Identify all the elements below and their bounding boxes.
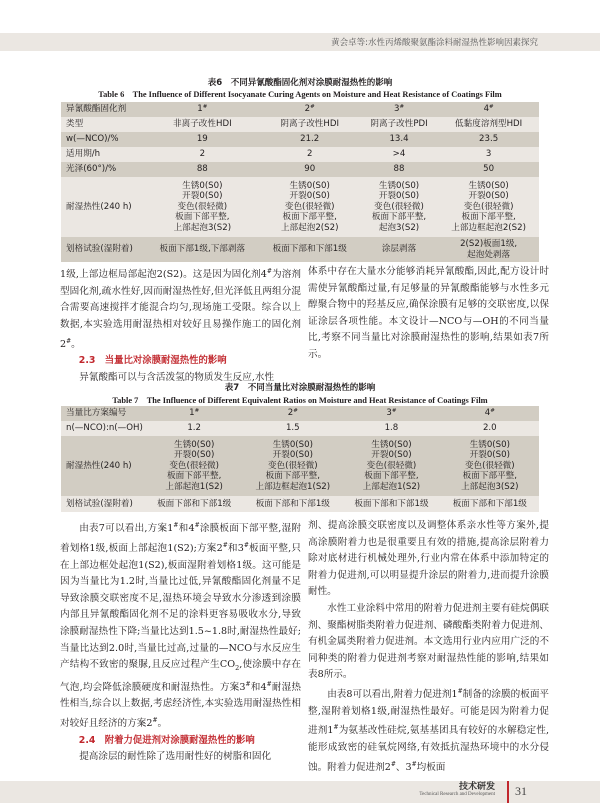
table-row	[61, 162, 539, 177]
table-row	[61, 147, 539, 162]
cell-line: 板面下部平整,	[175, 212, 230, 223]
cell-line: 4	[484, 408, 491, 419]
row-label: n(—NCO):n(—OH)	[61, 421, 145, 436]
cell-line: 变色(很轻微)	[366, 460, 417, 471]
row-label: 适用期/h	[61, 147, 145, 162]
cell-line: 变色(很轻微)	[177, 201, 228, 212]
paragraph	[308, 518, 549, 601]
row-label: 光泽(60°)/%	[61, 162, 145, 177]
table-cell	[145, 237, 260, 262]
table-cell: 13.4	[360, 132, 438, 147]
superscript: #	[390, 760, 396, 768]
cell-line: 上部起泡3(S2)	[173, 222, 232, 233]
table-cell: 88	[145, 162, 260, 177]
table7-caption-cn: 表7 不同当量比对涂膜耐湿热性的影响	[224, 383, 376, 393]
table-cell: 非离子改性HDI	[145, 117, 260, 132]
cell-line: 上部边框起泡1(S2)	[255, 481, 331, 492]
cell-line: 上部起泡1(S2)	[165, 481, 223, 492]
table6	[61, 102, 539, 262]
cell-line: 开裂0(S0)	[272, 450, 313, 461]
cell-line: 板面下部平整,	[371, 212, 427, 223]
table-cell: 1.8	[342, 421, 440, 436]
cell-line: 变色(很轻微)	[463, 201, 514, 212]
table-cell: 板面下部和下部1级	[145, 496, 243, 512]
section-heading: 2.3 当量比对涂膜耐湿热性的影响	[78, 355, 227, 367]
table-cell	[243, 406, 342, 421]
table-cell: 阴离子改性PDI	[360, 117, 438, 132]
table-cell	[145, 177, 260, 237]
journal-title: 技术研发	[458, 782, 495, 792]
table-cell: 板面下部和下部1级	[243, 496, 342, 512]
text-run: ,使涂膜中存在气泡,均会降低涂膜硬度和耐湿热性。方案3	[60, 659, 301, 693]
table6-caption-cn: 表6 不同异氰酸酯固化剂对涂膜耐湿热性的影响	[207, 78, 393, 88]
cell-superscript: #	[202, 104, 208, 111]
text-run: 。	[71, 338, 81, 350]
table-cell: 21.2	[260, 132, 360, 147]
table-row	[61, 102, 539, 117]
table-cell	[360, 177, 438, 237]
superscript: #	[245, 680, 251, 688]
table-cell	[438, 177, 539, 237]
cell-line: 板面下部和下部1级	[272, 244, 347, 255]
table7	[61, 406, 539, 512]
cell-line: 板面下部平整,	[167, 471, 222, 482]
table-cell: 50	[438, 162, 539, 177]
paragraph	[308, 264, 549, 364]
cell-line: 开裂0(S0)	[371, 450, 412, 461]
table7-caption-en: Table 7 The Influence of Different Equivalent Ratios on Moisture and Heat Resistance of Coatings Film	[112, 396, 488, 405]
cell-line: 生锈0(S0)	[182, 180, 223, 191]
superscript: #	[333, 724, 339, 732]
superscript: #	[266, 680, 272, 688]
text-run: 1级,上部边框局部起泡2(S2)。这是因为固化剂4	[60, 269, 267, 281]
cell-line: 上部起泡1(S2)	[362, 481, 421, 492]
table-cell: 23.5	[438, 132, 539, 147]
cell-line: 3	[393, 104, 400, 115]
cell-line: 板面下部平整,	[265, 471, 320, 482]
row-label: 划格试验(湿附着)	[61, 237, 145, 262]
table-cell: 2	[145, 147, 260, 162]
cell-line: 变色(很轻微)	[464, 460, 515, 471]
cell-line: 起泡3(S2)	[378, 222, 420, 233]
paragraph	[60, 749, 301, 766]
table-cell: 板面下部和下部1级	[342, 496, 440, 512]
footer-accent-bar	[507, 781, 509, 803]
table-cell: 板面下部和下部1级	[441, 496, 539, 512]
cell-line: 生锈0(S0)	[174, 439, 215, 450]
text-run: 、3	[395, 761, 412, 773]
table-cell: 3	[438, 147, 539, 162]
page-number: 31	[515, 784, 527, 798]
table-cell	[145, 436, 243, 496]
table6-caption-en: Table 6 The Influence of Different Isocyanate Curing Agents on Moisture and Heat Resistance of Coatings Film	[98, 90, 502, 99]
section-heading: 2.4 附着力促进剂对涂膜耐湿热性的影响	[78, 734, 255, 746]
cell-line: 变色(很轻微)	[267, 460, 318, 471]
paragraph	[308, 601, 549, 684]
paragraph	[308, 684, 549, 777]
text-upper-right	[308, 264, 549, 364]
row-label: w(—NCO)/%	[61, 132, 145, 147]
cell-line: 板面下部1级,下部剥落	[159, 244, 246, 255]
cell-line: 开裂0(S0)	[378, 191, 420, 202]
text-run: 由表7可以看出,方案1	[79, 523, 174, 535]
text-run: 涂膜板面下部平整,湿附着划格1级,板面上部起泡1(S2);方案2	[60, 523, 301, 554]
table-cell	[145, 406, 243, 421]
cell-line: 上部边框起泡2(S2)	[451, 222, 526, 233]
cell-superscript: #	[310, 104, 315, 111]
table-row	[61, 237, 539, 262]
text-run: 和3	[227, 542, 244, 554]
text-run: 为溶剂型固化剂,疏水性好,因而耐湿热性好,但光泽低且两组分混合需要高速搅拌才能混合均匀,现场施工受限。综合以上数据,本实验选用耐湿热相对较好且易操作施工的固化剂2	[60, 269, 302, 350]
cell-superscript: #	[293, 408, 298, 415]
table-cell	[342, 406, 440, 421]
table-cell	[438, 102, 539, 117]
cell-line: 生锈0(S0)	[289, 180, 330, 191]
text-lower-right	[308, 518, 549, 776]
cell-line: 开裂0(S0)	[469, 450, 510, 461]
table-row	[61, 132, 539, 147]
table-cell	[360, 237, 438, 262]
cell-line: 板面下部平整,	[461, 212, 516, 223]
table-cell: 88	[360, 162, 438, 177]
text-run: 由表8可以看出,附着力促进剂1	[327, 689, 458, 701]
cell-superscript: #	[489, 104, 494, 111]
cell-line: 板面下部平整,	[364, 471, 419, 482]
table-cell	[260, 237, 360, 262]
cell-line: 开裂0(S0)	[289, 191, 330, 202]
cell-line: 板面下部平整,	[282, 212, 337, 223]
text-run: 制备的涂膜的板面平整,湿附着划格1级,耐湿热性最好。可能是因为附着力促进剂1	[308, 689, 550, 737]
text-run: 板面平整,只在上部边框处起泡1(S2),板面湿附着划格1级。这可能是因为当量比为1.2时,当量比过低,异氰酸酯固化剂量不足导致涂膜交联密度不足,湿热环境会导致水分渗透到涂膜内部且异氰酸酯固化剂不足的涂料更容易吸收水分,导致涂膜耐湿热性下降;当量比达到1.5~1.8时,耐湿热性最好;当量比达到2.0时,当量比过高,过量的—NCO与水反应生产结构不致密的聚脲,且反应过程产生CO	[60, 542, 301, 671]
table-cell	[145, 102, 260, 117]
text-run: 水性工业涂料中常用的附着力促进剂主要有硅烷偶联剂、聚酯树脂类附着力促进剂、磷酸酯类附着力促进剂、有机金属类附着力促进剂。本文选用行业内应用广泛的不同种类的附着力促进剂考察对耐湿热性能的影响,结果如表8所示。	[308, 602, 549, 681]
cell-line: 上部起泡2(S2)	[280, 222, 339, 233]
cell-line: 变色(很轻微)	[169, 460, 220, 471]
table-row	[61, 117, 539, 132]
cell-line: 上部起泡3(S2)	[461, 481, 519, 492]
superscript: #	[173, 522, 179, 529]
paragraph	[60, 518, 301, 733]
row-label: 异氰酸酯固化剂	[61, 102, 145, 117]
row-label: 耐湿热性(240 h)	[61, 177, 145, 237]
text-run: 耐湿热性相当,综合以上数据,考虑经济性,本实验选用耐湿热性相对较好且经济的方案2	[60, 681, 302, 730]
table-cell	[342, 436, 440, 496]
table-cell: 19	[145, 132, 260, 147]
table-cell: 2.0	[441, 421, 539, 436]
text-run: 剂、提高涂膜交联密度以及调整体系亲水性等方案外,提高涂膜附着力也是很重要且有效的措施,提高涂层附着力除对底材进行机械处理外,行业内常在体系中添加特定的附着力促进剂,可以明显提升涂层的附着力,进而提升涂膜耐性。	[308, 520, 549, 598]
cell-line: 生锈0(S0)	[272, 439, 313, 450]
table-cell	[243, 436, 342, 496]
cell-line: 开裂0(S0)	[182, 191, 223, 202]
cell-line: 生锈0(S0)	[371, 439, 412, 450]
cell-superscript: #	[490, 408, 495, 415]
table-row	[61, 406, 539, 421]
text-run: 和4	[178, 523, 195, 535]
table-cell: 低黏度溶剂型HDI	[438, 117, 539, 132]
superscript: #	[152, 717, 158, 724]
table-row	[61, 177, 539, 237]
table-row	[61, 436, 539, 496]
cell-line: 板面下部平整,	[462, 471, 517, 482]
table-cell	[441, 406, 539, 421]
table-cell	[260, 177, 360, 237]
text-run: 。	[157, 718, 168, 730]
table-cell: 2	[260, 147, 360, 162]
superscript: #	[222, 541, 228, 549]
text-lower-left	[60, 518, 301, 766]
cell-superscript: #	[399, 104, 405, 111]
cell-line: 开裂0(S0)	[174, 450, 215, 461]
table-cell: 1.5	[243, 421, 342, 436]
table-cell: 阴离子改性HDI	[260, 117, 360, 132]
cell-superscript: #	[194, 408, 200, 415]
table-row	[61, 421, 539, 436]
table-cell	[441, 436, 539, 496]
superscript: #	[457, 687, 463, 695]
paragraph	[60, 264, 301, 353]
text-run: 为氨基改性硅烷,氨基基团具有较好的水解稳定性,能形成致密的硅氧烷网络,有效抵抗湿热环境中的水分侵蚀。附着力促进剂2	[308, 725, 549, 773]
footer-band	[0, 781, 600, 803]
table-cell: >4	[360, 147, 438, 162]
running-header: 黄会卓等:水性丙烯酸聚氨酯涂料耐湿热性影响因素探究	[331, 38, 538, 48]
superscript: #	[66, 337, 72, 345]
text-upper-left	[60, 264, 301, 387]
cell-line: 2	[304, 104, 311, 115]
journal-subtitle: Technical Research and Development	[419, 792, 495, 797]
row-label: 耐湿热性(240 h)	[61, 436, 145, 496]
table-cell	[260, 102, 360, 117]
text-run: 异氰酸酯可以与含活泼氢的物质发生反应,水性	[79, 371, 275, 383]
superscript: #	[266, 268, 272, 275]
cell-line: 变色(很轻微)	[374, 201, 424, 212]
superscript: #	[411, 760, 417, 768]
cell-line: 开裂0(S0)	[468, 191, 509, 202]
subscript: 2	[235, 664, 240, 673]
cell-line: 起泡处剥落	[467, 249, 511, 260]
text-run: 体系中存在大量水分能够消耗异氰酸酯,因此,配方设计时需使异氰酸酯过量,有足够量的异氰酸酯能够与水性多元醇聚合物中的羟基反应,确保涂膜有足够的交联密度,以保证涂层各项性能。本文设计—NCO与—OH的不同当量比,考察不同当量比对涂膜耐湿热性的影响,结果如表7所示。	[308, 266, 549, 360]
text-run: 和4	[250, 681, 267, 693]
text-run: 提高涂层的耐性除了选用耐性好的树脂和固化	[79, 751, 272, 763]
cell-superscript: #	[391, 408, 397, 415]
cell-line: 涂层剥落	[381, 244, 417, 255]
row-label: 类型	[61, 117, 145, 132]
cell-line: 生锈0(S0)	[378, 180, 420, 191]
row-label: 当量比方案编号	[61, 406, 145, 421]
table-row	[61, 496, 539, 512]
table-cell	[438, 237, 539, 262]
table-cell: 1.2	[145, 421, 243, 436]
cell-line: 4	[483, 104, 490, 115]
text-run: 均板面	[416, 761, 446, 773]
cell-line: 2	[287, 408, 294, 419]
cell-line: 3	[386, 408, 392, 419]
superscript: #	[194, 522, 200, 529]
cell-line: 生锈0(S0)	[468, 180, 509, 191]
table-cell: 90	[260, 162, 360, 177]
row-label: 划格试验(湿附着)	[61, 496, 145, 512]
cell-line: 1	[197, 104, 203, 115]
cell-line: 变色(很轻微)	[284, 201, 335, 212]
cell-line: 生锈0(S0)	[469, 439, 510, 450]
table-cell	[360, 102, 438, 117]
cell-line: 1	[189, 408, 195, 419]
superscript: #	[243, 541, 249, 549]
cell-line: 2(S2)板面1级,	[460, 239, 518, 249]
